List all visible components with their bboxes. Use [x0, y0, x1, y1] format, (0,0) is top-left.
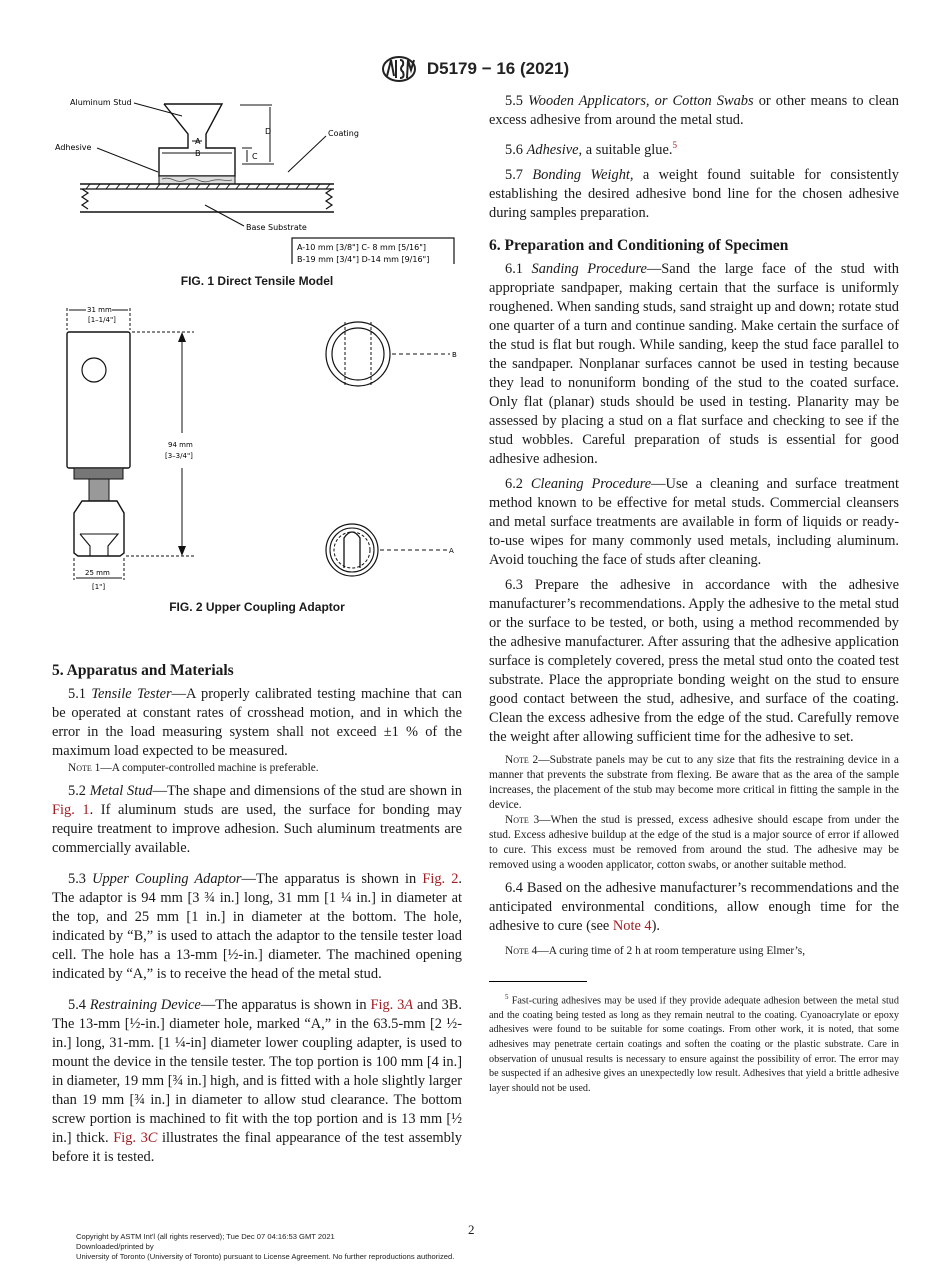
- direct-tensile-model-diagram: [52, 92, 462, 264]
- paragraph-6-2: 6.2 Cleaning Procedure—Use a cleaning and surface treatment method known to be effective for metal studs. Commercial cleansers and metal surface treatments are available in form of liquids or ready-to-use wipes for many commonly used metals, including aluminum. Avoid touching the face of studs after cleaning.: [489, 475, 899, 568]
- section-5-title: 5. Apparatus and Materials: [52, 662, 234, 679]
- note-4-link[interactable]: Note 4: [612, 917, 652, 934]
- fig-3a-link[interactable]: Fig. 3A: [370, 997, 414, 1013]
- figure-2: [52, 298, 462, 628]
- note-4: Note 4—A curing time of 2 h at room temperature using Elmer’s,: [505, 944, 806, 957]
- dim-a-label: A: [195, 137, 201, 146]
- paragraph-6-4: 6.4 Based on the adhesive manufacturer’s recommendations and the anticipated environmental conditions, allow enough time for the adhesive to cure (see Note 4).: [489, 879, 899, 934]
- paragraph-5-2: 5.2 Metal Stud—The shape and dimensions of the stud are shown in Fig. 1. If aluminum studs are used, the surface for bonding may require treatment to improve adhesion. Such aluminum treatments are commercially available.: [52, 783, 463, 856]
- figure-2-caption: FIG. 2 Upper Coupling Adaptor: [169, 600, 345, 614]
- stud-label: Aluminum Stud: [70, 98, 132, 107]
- note-2: Note 2—Substrate panels may be cut to any size that fits the restraining device in a manner that prevents the substrate from flexing. Be aware that as the area of the sample increases, the placement of the stub may become more critical in fitting the sample in the device.: [489, 753, 899, 811]
- top-width-label: 31 mm: [87, 306, 112, 314]
- bottom-width-label: 25 mm: [85, 569, 110, 577]
- dim-d-label: D: [265, 127, 272, 136]
- page-header: [0, 56, 950, 82]
- fig-2-link[interactable]: Fig. 2: [422, 871, 459, 887]
- paragraph-5-6: 5.6 Adhesive, a suitable glue.$^5$: [505, 140, 677, 158]
- paragraph-5-1: 5.1 Tensile Tester—A properly calibrated testing machine that can be operated at constant rates of crosshead motion, and in which the error in the load measuring system shall not exceed ±1 % of the maximum load expected to be measured.: [52, 686, 462, 759]
- document-code: D5179 − 16 (2021): [426, 59, 570, 78]
- length-label: 94 mm: [168, 441, 193, 449]
- copyright-notice: Copyright by ASTM Int'l (all rights reserved); Tue Dec 07 04:16:53 GMT 2021 Downloaded/printed by University of Toronto (University of Toronto) pursuant to License Agreement. No further reproductions authorized.: [76, 1232, 455, 1261]
- fig-3c-link[interactable]: Fig. 3C: [113, 1130, 158, 1146]
- left-column: [52, 92, 462, 1173]
- figure-1: [52, 92, 462, 288]
- section-6-title: 6. Preparation and Conditioning of Specimen: [489, 236, 789, 254]
- paragraph-5-7: 5.7 Bonding Weight, a weight found suitable for consistently establishing the desired adhesive bond line for the chosen adhesive during samples preparation.: [489, 166, 899, 221]
- paragraph-6-3: 6.3 Prepare the adhesive in accordance with the adhesive manufacturer’s recommendations. Apply the adhesive to the metal stud or the surface to be tested, or both, using a method recommended by the adhesive manufacturer. After assuring that the adhesive application surface is completely covered, press the metal stud onto the coated test substrate. Place the appropriate bonding weight on the stud to ensure good contact between the stud, adhesive, and surface of the coating. Clean the excess adhesive from the edge of the stud. Carefully remove the weight after allowing sufficient time for the adhesive to set.: [489, 576, 899, 745]
- footnote-divider: [489, 981, 587, 982]
- note-3: Note 3—When the stud is pressed, excess adhesive should escape from under the stud. Excess adhesive buildup at the edge of the stud is a major source of error if allowed to cure. This excess must be removed from around the stud. The adhesive may be removed using a wooden applicator, cotton swabs, or another suitable method.: [489, 813, 899, 871]
- dim-b-label: B: [195, 149, 201, 158]
- footnote-5-ref[interactable]: 5: [672, 140, 677, 150]
- substrate-label: Base Substrate: [246, 223, 307, 232]
- dim-c-label: C: [252, 152, 258, 161]
- adhesive-label: Adhesive: [55, 143, 92, 152]
- upper-coupling-adaptor-diagram: [52, 298, 462, 598]
- paragraph-5-3: 5.3 Upper Coupling Adaptor—The apparatus is shown in Fig. 2. The adaptor is 94 mm [3 ¾ in.] long, 31 mm [1 ¼ in.] in diameter at the top, and 25 mm [1 in.] in diameter at the bottom. The hole, indicated by “B,” is used to attach the adaptor to the tensile tester load cell. The hole has a 13-mm [½-in.] diameter. The machined opening indicated by “A,” is to receive the head of the metal stud.: [52, 871, 463, 982]
- page-number: 2: [468, 1222, 475, 1237]
- paragraph-5-4: 5.4 Restraining Device—The apparatus is shown in Fig. 3A and 3B. The 13-mm [½-in.] diameter hole, marked “A,” in the 63.5-mm [2 ½-in.] long, 31-mm. [1 ¼-in] diameter lower coupling adapter, is used to mount the device in the tensile tester. The top portion is 100 mm [4 in.] in diameter, 19 mm [¾ in.] high, and is fitted with a hole slightly larger than 19 mm [¾ in.] in diameter to allow stud clearance. The bottom screw portion is machined to fit with the top portion and is 13 mm [½ in.] thick. Fig. 3C illustrates the final appearance of the test assembly before it is tested.: [52, 997, 463, 1165]
- top-width-inch-label: [1–1/4"]: [88, 316, 116, 324]
- legend-line-1: A-10 mm [3/8"] C- 8 mm [5/16"]: [297, 243, 427, 252]
- coating-label: Coating: [328, 129, 359, 138]
- figure-1-caption: FIG. 1 Direct Tensile Model: [180, 274, 334, 288]
- paragraph-5-5: 5.5 Wooden Applicators, or Cotton Swabs or other means to clean excess adhesive from around the metal stud.: [489, 93, 899, 128]
- right-column: [489, 92, 899, 1096]
- fig-1-link[interactable]: Fig. 1: [52, 802, 90, 818]
- opening-a-label: A: [449, 547, 454, 555]
- hole-b-label: B: [452, 351, 457, 359]
- astm-logo-icon: [381, 56, 417, 82]
- paragraph-6-1: 6.1 Sanding Procedure—Sand the large face of the stud with appropriate sandpaper, making certain that the surface is uniformly roughened. When sanding studs, sand straight up and down; rotate stud one quarter of a turn and continue sanding. Make certain the surface of the stud is flat but rough. While sanding, keep the stud face parallel to the sandpaper. Nonplanar surfaces cannot be used in testing because they lead to nonuniform bonding of the stud to the coated surface. Only flat (planar) studs should be used in testing. Planarity may be assessed by placing a stud on a flat surface and checking to see if the stud wobbles. Careful preparation of studs is essential for good adhesive adhesion.: [489, 260, 899, 467]
- note-1: Note 1—A computer-controlled machine is preferable.: [68, 762, 319, 774]
- footnote-5: $^5$ Fast-curing adhesives may be used if they provide adequate adhesion between the metal stud and the coating being tested as long as they remain neutral to the coating. Cyanoacrylate or epoxy adhesives were found to be suitable for some coatings. From other work, it is noted, that some adhesives may penetrate certain coatings and soften the coating or the plastic substrate. Care in observation of unusual results is necessary to ensure against the possibility of error. The error may be suspected if an adhesive gives an unexpectedly low result. Adhesives that yield a brittle adhesive layer should not be used.: [489, 992, 899, 1094]
- length-inch-label: [3–3/4"]: [165, 452, 193, 460]
- bottom-width-inch-label: [1"]: [92, 583, 106, 591]
- legend-line-2: B-19 mm [3/4"] D-14 mm [9/16"]: [297, 255, 430, 264]
